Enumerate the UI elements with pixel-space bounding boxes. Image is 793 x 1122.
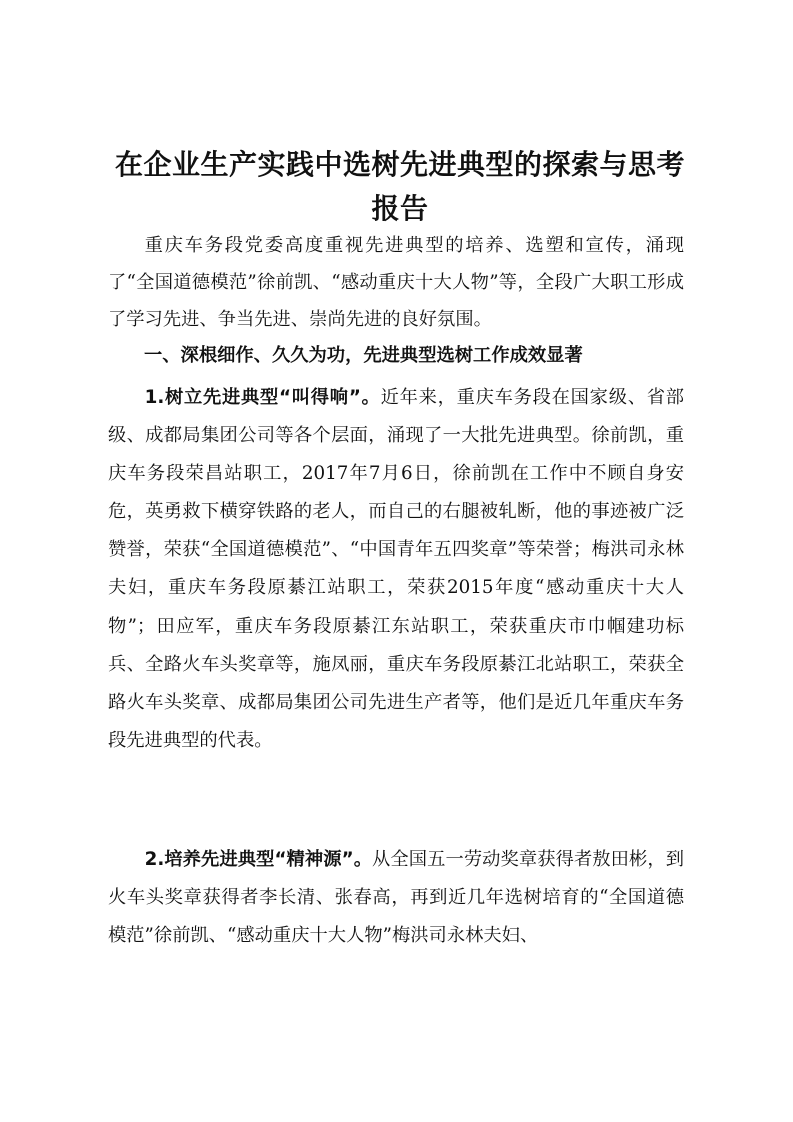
section-heading-1: 一、深根细作、久久为功，先进典型选树工作成效显著 (144, 345, 583, 366)
paragraph-item-2 (108, 841, 684, 955)
item-2-body: 从全国五一劳动奖章获得者敖田彬，到火车头奖章获得者李长清、张春高，再到近几年选树培育的“全国道德模范”徐前凯、“感动重庆十大人物”梅洪司永林夫妇、 (108, 849, 684, 947)
item-2-lead: 2.培养先进典型“精神源”。 (144, 849, 373, 870)
item-1-lead: 1.树立先进典型“叫得响”。 (144, 387, 381, 408)
paragraph-item-1 (108, 379, 684, 760)
document-title-line1: 在企业生产实践中选树先进典型的探索与思考 (114, 148, 685, 181)
item-1-body: 近年来，重庆车务段在国家级、省部级、成都局集团公司等各个层面，涌现了一大批先进典型。徐前凯，重庆车务段荣昌站职工，2017年7月6日，徐前凯在工作中不顾自身安危，英勇救下横穿铁路的老人，而自己的右腿被轧断，他的事迹被广泛赞誉，荣获“全国道德模范”、“中国青年五四奖章”等荣誉；梅洪司永林夫妇，重庆车务段原綦江站职工，荣获2015年度“感动重庆十大人物”；田应军，重庆车务段原綦江东站职工，荣获重庆市巾帼建功标兵、全路火车头奖章等，施凤丽，重庆车务段原綦江北站职工，荣获全路火车头奖章、成都局集团公司先进生产者等，他们是近几年重庆车务段先进典型的代表。 (108, 387, 685, 751)
document-title-line2: 报告 (371, 192, 429, 225)
intro-paragraph: 重庆车务段党委高度重视先进典型的培养、选塑和宣传，涌现了“全国道德模范”徐前凯、“感动重庆十大人物”等，全段广大职工形成了学习先进、争当先进、崇尚先进的良好氛围。 (108, 235, 684, 330)
